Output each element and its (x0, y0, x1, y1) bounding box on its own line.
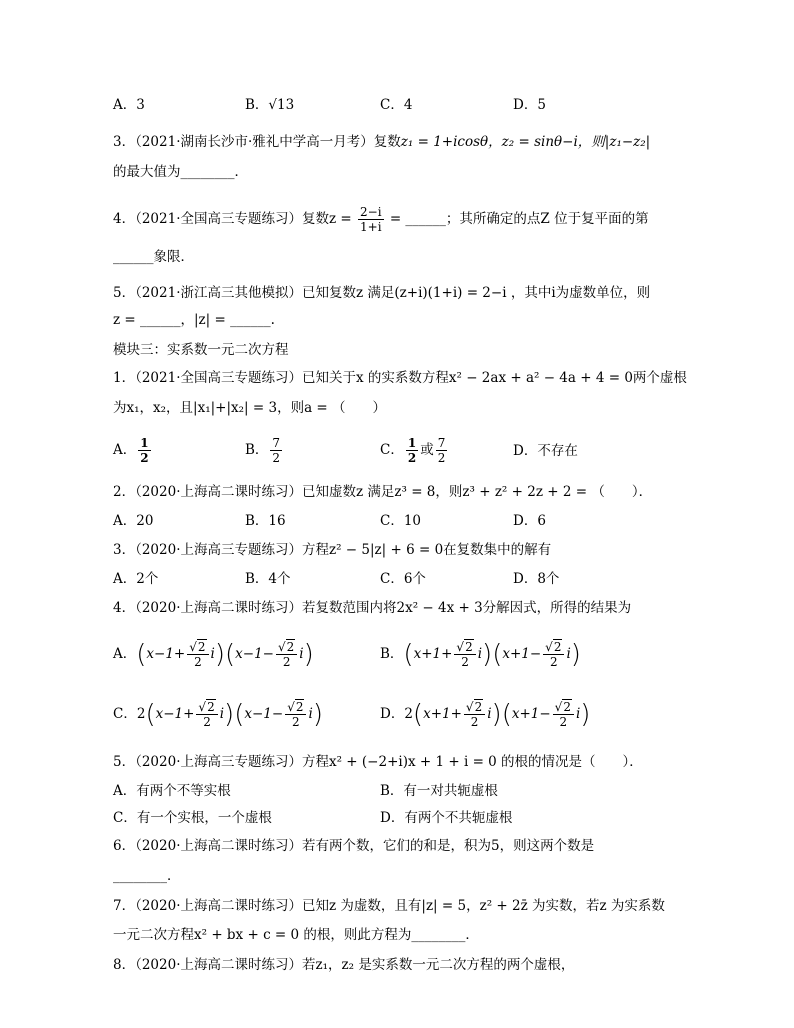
denominator: 2 (194, 655, 202, 669)
paren-close: ) (303, 639, 314, 670)
sqrt-fraction: $\frac{√2}{2}$ (553, 700, 574, 729)
denominator: 2 (140, 451, 149, 465)
paren-close: ) (491, 699, 502, 730)
option-d-top: D．5 (513, 97, 546, 113)
problem-5-option-b: B．有一对共轭虚根 (380, 783, 498, 799)
sqrt-fraction: $\frac{√2}{2}$ (464, 700, 485, 729)
option-a-fraction (138, 436, 150, 465)
paren-open: ( (501, 699, 512, 730)
option-c-top: C．4 (380, 97, 413, 113)
paren-open: ( (412, 699, 424, 730)
option-b-top: B．√13 (245, 97, 295, 113)
radicand: 2 (553, 640, 562, 654)
denominator: 2 (292, 715, 300, 729)
denominator: 2 (282, 655, 291, 669)
sqrt-fraction: $\frac{√2}{2}$ (543, 640, 564, 669)
expr: x−1− (244, 706, 284, 722)
problem-3-option-b: B．4个 (245, 571, 291, 587)
problem-2-option-a: A．20 (113, 513, 154, 529)
imag-unit: i (575, 706, 581, 722)
imag-unit: i (566, 646, 571, 662)
denominator: 2 (550, 655, 558, 669)
option-c-fraction-1 (406, 436, 418, 465)
option-label: B． (245, 442, 269, 458)
option-label: B． (380, 646, 404, 662)
problem-3-option-d: D．8个 (513, 571, 560, 587)
sqrt-fraction: $\frac{√2}{2}$ (196, 700, 217, 729)
radicand: 2 (563, 700, 571, 714)
section-title: 模块三：实系数一元二次方程 (113, 342, 289, 358)
question-4-line2: ______象限． (113, 249, 194, 265)
coefficient: 2 (404, 706, 413, 722)
problem-1-option-d: D．不存在 (513, 443, 578, 459)
radicand: 2 (465, 640, 473, 654)
problem-7: 7．（2020·上海高二课时练习）已知z 为虚数，且有|z| = 5，z² + 2z̄ 为实数，若z 为实系数 (113, 898, 665, 914)
paren-close: ) (224, 699, 235, 730)
sqrt-fraction: $\frac{√2}{2}$ (454, 640, 475, 669)
problem-7-line2: 一元二次方程x² + bx + c = 0 的根，则此方程为________． (113, 927, 479, 943)
option-c-fraction-2 (436, 436, 448, 465)
numerator: 1 (140, 436, 149, 450)
paren-close: ) (570, 639, 581, 670)
problem-5: 5．（2020·上海高三专题练习）方程x² + (−2+i)x + 1 + i = 0 的根的情况是（ ）． (113, 754, 643, 770)
problem-3: 3．（2020·上海高三专题练习）方程z² − 5|z| + 6 = 0在复数集中的解有 (113, 542, 552, 558)
expr: x+1+ (423, 706, 462, 722)
option-label: C． (380, 442, 404, 458)
problem-8: 8．（2020·上海高二课时练习）若z₁，z₂ 是实系数一元二次方程的两个虚根， (113, 957, 575, 973)
option-b-fraction (270, 436, 282, 465)
problem-3-option-a: A．2个 (113, 571, 159, 587)
sqrt-fraction: $\frac{√2}{2}$ (276, 640, 297, 669)
fraction-numerator: 2−i (360, 205, 382, 219)
radicand: 2 (286, 640, 295, 654)
denominator: 2 (559, 715, 568, 729)
problem-6: 6．（2020·上海高二课时练习）若有两个数，它们的和是，积为5，则这两个数是 (113, 838, 595, 854)
problem-2-option-c: C．10 (380, 513, 422, 529)
paren-close: ) (580, 699, 591, 730)
imag-unit: i (308, 706, 313, 722)
question-4-prefix: 4．（2021·全国高三专题练习）复数z = (113, 211, 352, 227)
problem-3-option-c: C．6个 (380, 571, 426, 587)
expr: x+1− (511, 706, 551, 722)
radicand: 2 (474, 700, 483, 714)
paren-open: ( (234, 699, 245, 730)
denominator: 2 (407, 451, 417, 465)
paren-open: ( (136, 639, 147, 670)
question-3-formula: z₁ = 1+icosθ，z₂ = sinθ−i，则|z₁−z₂| (400, 134, 651, 150)
paren-open: ( (145, 699, 156, 730)
problem-4: 4．（2020·上海高二课时练习）若复数范围内将2x² − 4x + 3分解因式，所得的结果为 (113, 600, 632, 616)
denominator: 2 (203, 715, 211, 729)
imag-unit: i (299, 646, 304, 662)
denominator: 2 (272, 451, 281, 465)
expr: x−1+ (155, 706, 195, 722)
problem-1-option-b (245, 430, 284, 470)
problem-5-option-d: D．有两个不共轭虚根 (380, 810, 513, 826)
denominator: 2 (470, 715, 479, 729)
problem-1-option-c (380, 430, 449, 470)
paren-open: ( (403, 639, 414, 670)
paren-close: ) (312, 699, 323, 730)
denominator: 2 (437, 451, 446, 465)
expr: x+1− (502, 646, 542, 662)
problem-5-option-c: C．有一个实根，一个虚根 (113, 810, 272, 826)
question-3-line2: 的最大值为________． (113, 164, 248, 180)
question-5: 5．（2021·浙江高三其他模拟）已知复数z 满足(z+i)(1+i) = 2−i ，其中i为虚数单位，则 (113, 285, 651, 301)
imag-unit: i (477, 646, 483, 662)
problem-6-line2: ________． (113, 868, 181, 884)
problem-2-option-b: B．16 (245, 513, 286, 529)
option-label: A． (113, 646, 137, 662)
problem-2-option-d: D．6 (513, 513, 546, 529)
question-3-text: 3．（2021·湖南长沙市·雅礼中学高一月考）复数 (113, 134, 401, 150)
radicand: 2 (295, 700, 304, 714)
problem-1-line2: 为x₁，x₂，且|x₁|+|x₂| = 3，则a = （ ） (113, 400, 387, 416)
question-5-line2: z = ______，|z| = ______. (113, 312, 275, 328)
option-c-or: 或 (420, 442, 434, 458)
fraction-denominator: 1+i (360, 220, 382, 234)
option-label: D． (380, 706, 405, 722)
numerator: 7 (437, 436, 446, 450)
paren-close: ) (214, 639, 226, 670)
question-4-suffix: = ______；其所确定的点Z 位于复平面的第 (389, 211, 649, 227)
expr: x+1+ (413, 646, 453, 662)
imag-unit: i (210, 646, 215, 662)
sqrt-fraction: $\frac{√2}{2}$ (187, 640, 208, 669)
imag-unit: i (487, 706, 492, 722)
numerator: 1 (407, 436, 417, 450)
radicand: 2 (207, 700, 215, 714)
problem-4-option-d (380, 690, 590, 739)
problem-4-option-c (113, 690, 323, 739)
question-3 (113, 132, 650, 152)
option-a-top: A．3 (113, 97, 145, 113)
expr: x−1− (235, 646, 274, 662)
option-label: A． (113, 442, 137, 458)
problem-1-option-a (113, 430, 153, 470)
problem-2: 2．（2020·上海高二课时练习）已知虚数z 满足z³ = 8，则z³ + z² + 2z + 2 = （ ）． (113, 484, 653, 500)
question-4-fraction (358, 205, 384, 234)
problem-1: 1．（2021·全国高三专题练习）已知关于x 的实系数方程x² − 2ax + a² − 4a + 4 = 0两个虚根 (113, 370, 687, 386)
option-label: C． (113, 706, 137, 722)
question-4 (113, 200, 649, 238)
imag-unit: i (219, 706, 225, 722)
problem-5-option-a: A．有两个不等实根 (113, 783, 231, 799)
paren-open: ( (225, 639, 236, 670)
coefficient: 2 (136, 706, 146, 722)
radicand: 2 (197, 640, 206, 654)
problem-4-option-b (380, 630, 581, 679)
expr: x−1+ (146, 646, 186, 662)
sqrt-fraction: $\frac{√2}{2}$ (285, 700, 306, 729)
problem-4-option-a (113, 630, 314, 679)
paren-open: ( (492, 639, 503, 670)
numerator: 7 (272, 436, 281, 450)
denominator: 2 (461, 655, 469, 669)
paren-close: ) (482, 639, 493, 670)
